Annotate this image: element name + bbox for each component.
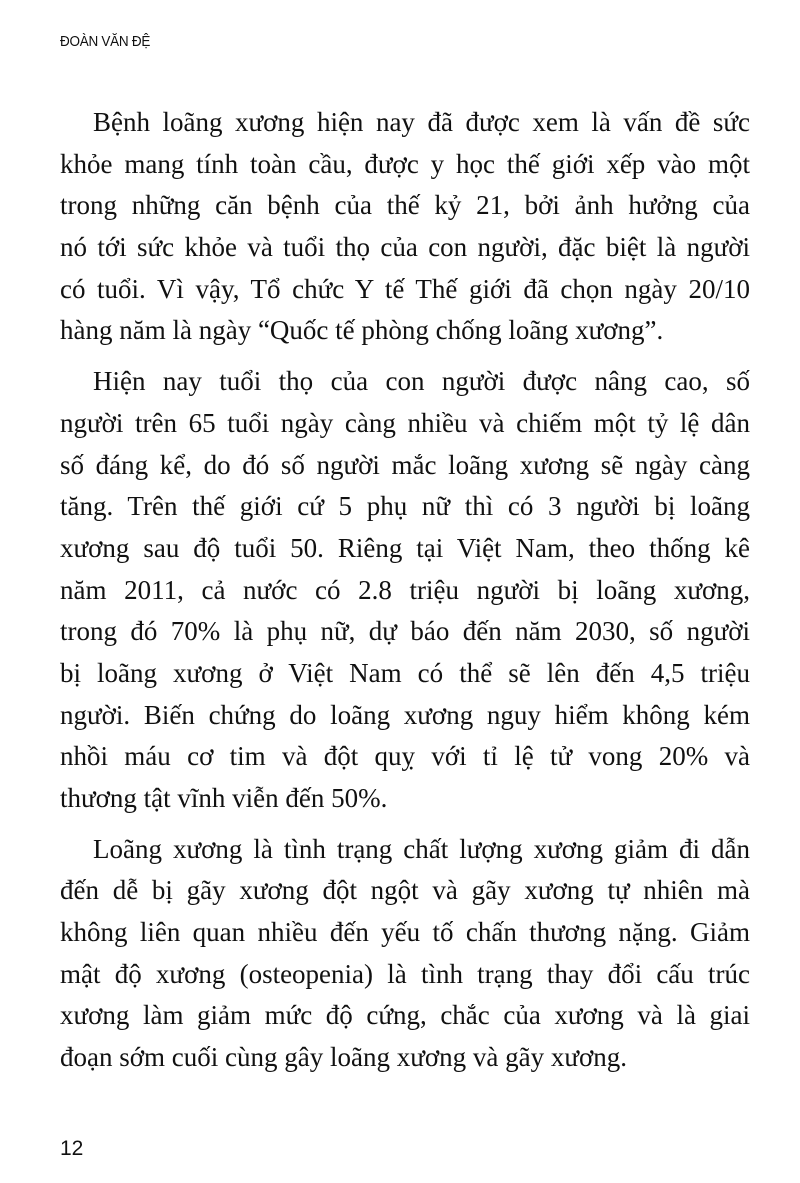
text-line: số đáng kể, do đó số người mắc loãng xương sẽ ngày càng: [60, 449, 750, 480]
text-line: người. Biến chứng do loãng xương nguy hiểm không kém: [60, 699, 750, 730]
text-line: người trên 65 tuổi ngày càng nhiều và chiếm một tỷ lệ dân: [60, 407, 750, 438]
page-number: 12: [60, 1137, 84, 1160]
paragraph: [60, 361, 750, 820]
text-line: thương tật vĩnh viễn đến 50%.: [60, 783, 388, 813]
paragraph: [60, 829, 750, 1079]
text-line: mật độ xương (osteopenia) là tình trạng thay đổi cấu trúc: [60, 958, 750, 989]
text-line: khỏe mang tính toàn cầu, được y học thế giới xếp vào một: [60, 148, 750, 179]
text-line: tăng. Trên thế giới cứ 5 phụ nữ thì có 3 người bị loãng: [60, 491, 750, 522]
text-line: nó tới sức khỏe và tuổi thọ của con người, đặc biệt là người: [60, 232, 750, 263]
running-head-author: ĐOÀN VĂN ĐỆ: [60, 33, 151, 50]
text-line: xương làm giảm mức độ cứng, chắc của xương và là giai: [60, 1000, 750, 1031]
text-line: xương sau độ tuổi 50. Riêng tại Việt Nam, theo thống kê: [60, 532, 750, 563]
paragraph: [60, 102, 750, 352]
text-line: năm 2011, cả nước có 2.8 triệu người bị loãng xương,: [60, 574, 750, 605]
text-line: hàng năm là ngày “Quốc tế phòng chống loãng xương”.: [60, 315, 664, 346]
text-line: không liên quan nhiều đến yếu tố chấn thương nặng. Giảm: [60, 917, 750, 948]
text-line: nhồi máu cơ tim và đột quỵ với tỉ lệ tử vong 20% và: [60, 741, 750, 772]
text-line: bị loãng xương ở Việt Nam có thể sẽ lên đến 4,5 triệu: [60, 657, 750, 688]
text-line: Loãng xương là tình trạng chất lượng xương giảm đi dẫn: [93, 833, 750, 864]
text-line: Bệnh loãng xương hiện nay đã được xem là vấn đề sức: [93, 107, 750, 137]
text-line: trong những căn bệnh của thế kỷ 21, bởi ảnh hưởng của: [60, 190, 750, 221]
body-text: [60, 102, 750, 1088]
text-line: trong đó 70% là phụ nữ, dự báo đến năm 2030, số người: [60, 616, 750, 647]
text-line: đến dễ bị gãy xương đột ngột và gãy xương tự nhiên mà: [60, 875, 750, 906]
text-line: Hiện nay tuổi thọ của con người được nâng cao, số: [93, 366, 750, 397]
text-line: có tuổi. Vì vậy, Tổ chức Y tế Thế giới đã chọn ngày 20/10: [60, 273, 750, 304]
text-line: đoạn sớm cuối cùng gây loãng xương và gãy xương.: [60, 1042, 627, 1073]
